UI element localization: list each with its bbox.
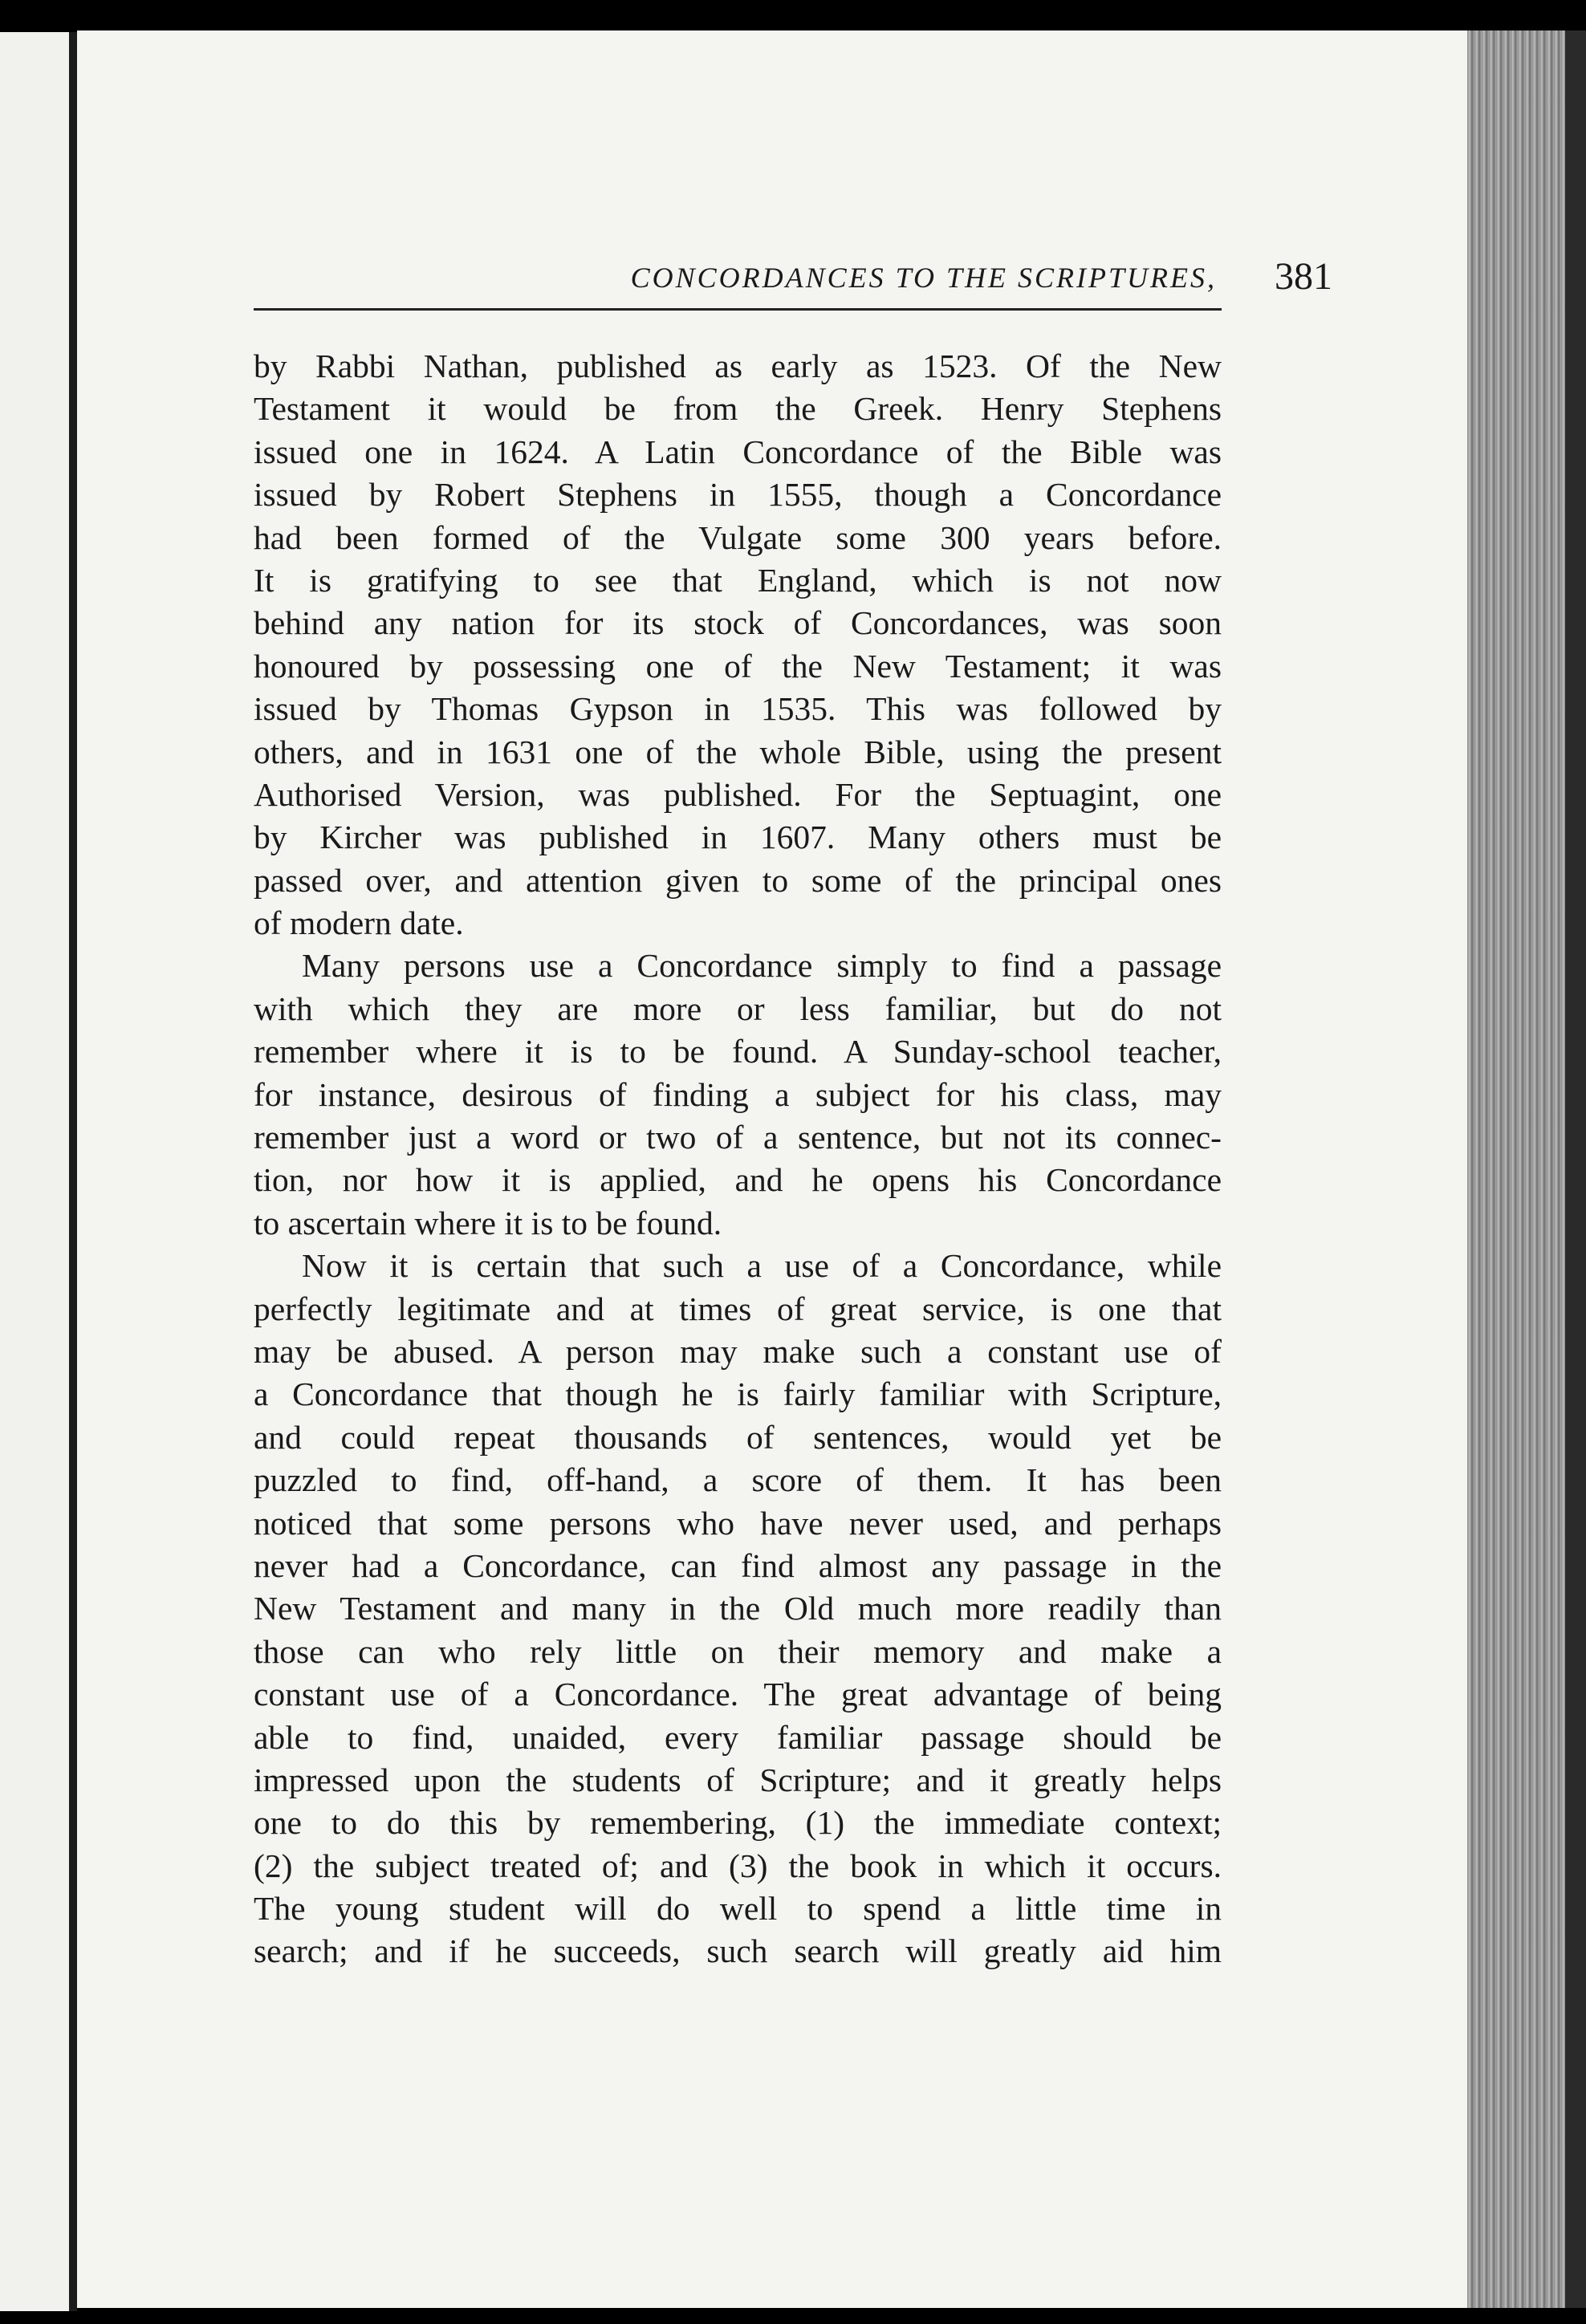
text-line: Testament it would be from the Greek. Henry Stephens <box>254 390 1222 428</box>
text-line: passed over, and attention given to some of the principal ones <box>254 861 1222 899</box>
page-number: 381 <box>1275 255 1332 298</box>
text-line: search; and if he succeeds, such search will greatly aid him <box>254 1932 1222 1970</box>
text-line: behind any nation for its stock of Concordances, was soon <box>254 604 1222 642</box>
text-line: noticed that some persons who have never used, and perhaps <box>254 1504 1222 1542</box>
text-line: by Kircher was published in 1607. Many others must be <box>254 819 1222 856</box>
text-line: may be abused. A person may make such a constant use of <box>254 1332 1222 1370</box>
text-line: of modern date. <box>254 904 464 942</box>
text-line: with which they are more or less familiar, but do not <box>254 989 1222 1027</box>
page-stack-edges <box>1467 30 1565 2308</box>
text-line: those can who rely little on their memory and make a <box>254 1632 1222 1670</box>
paragraph-first-line: Now it is certain that such a use of a Concordance, while <box>302 1247 1222 1285</box>
text-line: tion, nor how it is applied, and he opens his Concordance <box>254 1161 1222 1199</box>
text-line: (2) the subject treated of; and (3) the book in which it occurs. <box>254 1847 1222 1884</box>
text-line: remember where it is to be found. A Sunday-school teacher, <box>254 1033 1222 1071</box>
text-line: had been formed of the Vulgate some 300 years before. <box>254 518 1222 556</box>
text-line: issued by Thomas Gypson in 1535. This was followed by <box>254 690 1222 728</box>
text-line: It is gratifying to see that England, which is not now <box>254 561 1222 599</box>
text-line: able to find, unaided, every familiar passage should be <box>254 1718 1222 1756</box>
text-line: remember just a word or two of a sentence, but not its connec- <box>254 1119 1222 1156</box>
body-text <box>254 345 1222 1973</box>
paragraph-first-line: Many persons use a Concordance simply to find a passage <box>302 947 1222 985</box>
book-gutter <box>69 32 77 2311</box>
text-line: Authorised Version, was published. For the Septuagint, one <box>254 775 1222 813</box>
text-line: to ascertain where it is to be found. <box>254 1204 722 1241</box>
text-line: and could repeat thousands of sentences, would yet be <box>254 1418 1222 1456</box>
text-line: puzzled to find, off-hand, a score of them. It has been <box>254 1461 1222 1499</box>
book-cover-edge <box>1565 30 1586 2308</box>
text-line: issued by Robert Stephens in 1555, though a Concordance <box>254 476 1222 514</box>
text-line: constant use of a Concordance. The great advantage of being <box>254 1676 1222 1713</box>
text-line: never had a Concordance, can find almost any passage in the <box>254 1546 1222 1584</box>
text-line: issued one in 1624. A Latin Concordance of the Bible was <box>254 433 1222 470</box>
text-line: one to do this by remembering, (1) the immediate context; <box>254 1804 1222 1842</box>
text-line: by Rabbi Nathan, published as early as 1523. Of the New <box>254 347 1222 384</box>
text-line: for instance, desirous of finding a subject for his class, may <box>254 1075 1222 1113</box>
text-line: New Testament and many in the Old much more readily than <box>254 1590 1222 1627</box>
text-line: The young student will do well to spend a little time in <box>254 1890 1222 1928</box>
left-page-edge <box>0 32 71 2311</box>
text-line: honoured by possessing one of the New Testament; it was <box>254 647 1222 685</box>
text-line: others, and in 1631 one of the whole Bible, using the present <box>254 733 1222 770</box>
text-line: perfectly legitimate and at times of great service, is one that <box>254 1290 1222 1327</box>
running-head: CONCORDANCES TO THE SCRIPTURES, <box>630 262 1217 294</box>
header-rule <box>254 308 1222 311</box>
text-line: impressed upon the students of Scripture; and it greatly helps <box>254 1761 1222 1798</box>
text-line: a Concordance that though he is fairly familiar with Scripture, <box>254 1375 1222 1413</box>
